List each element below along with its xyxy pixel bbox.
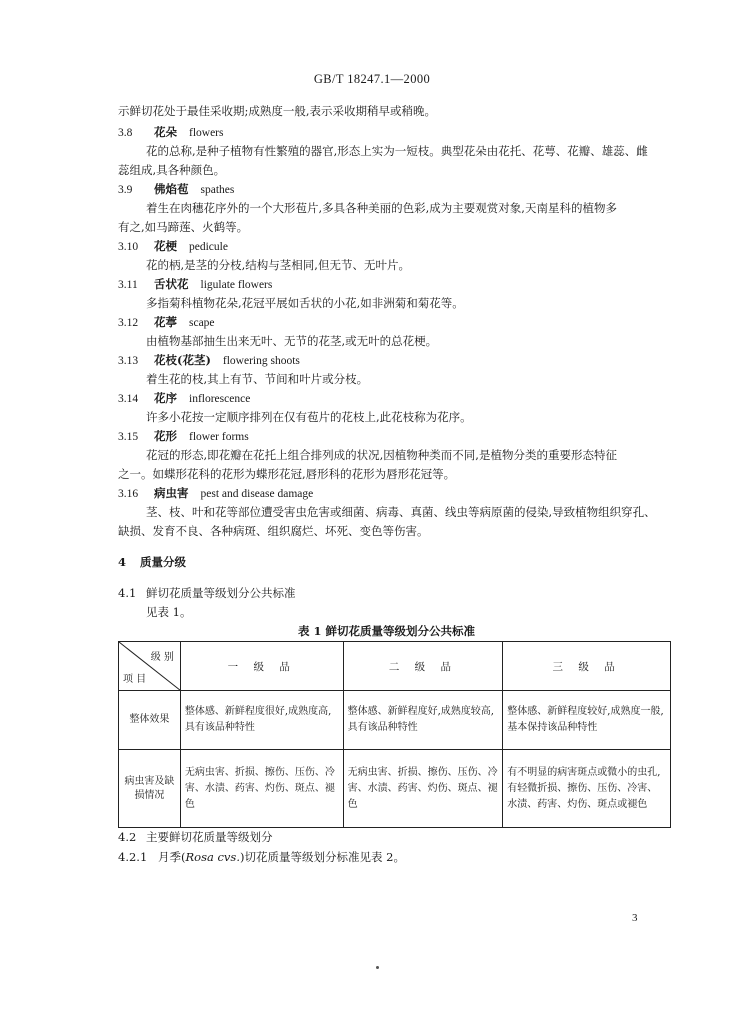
quality-grade-table [118, 641, 671, 828]
intro-line: 示鲜切花处于最佳采收期;成熟度一般,表示采收期稍早或稍晚。 [118, 104, 437, 118]
term-desc: 有之,如马蹄莲、火鹤等。 [118, 220, 249, 234]
term-heading: 3.11 舌状花 ligulate flowers [118, 277, 273, 291]
table-caption: 表 1 鲜切花质量等级划分公共标准 [298, 624, 476, 638]
table-cell: 无病虫害、折损、擦伤、压伤、冷害、水渍、药害、灼伤、斑点、褪色 [180, 750, 343, 828]
table-cell: 整体感、新鲜程度很好,成熟度高,具有该品种特性 [180, 691, 343, 750]
term-desc: 许多小花按一定顺序排列在仅有苞片的花枝上,此花枝称为花序。 [146, 410, 472, 424]
term-desc: 花的柄,是茎的分枝,结构与茎相同,但无节、无叶片。 [146, 258, 410, 272]
subsection-heading: 4.1 鲜切花质量等级划分公共标准 [118, 586, 296, 600]
term-heading: 3.13 花枝(花茎) flowering shoots [118, 353, 300, 367]
subsection-heading: 4.2.1 月季(Rosa cvs.)切花质量等级划分标准见表 2。 [118, 850, 405, 864]
grade-header: 二 级 品 [343, 642, 503, 691]
term-heading: 3.10 花梗 pedicule [118, 239, 228, 253]
term-desc: 着生花的枝,其上有节、节间和叶片或分枝。 [146, 372, 369, 386]
term-desc: 由植物基部抽生出来无叶、无节的花茎,或无叶的总花梗。 [146, 334, 438, 348]
table-cell: 有不明显的病害斑点或微小的虫孔,有轻微折损、擦伤、压伤、冷害、水渍、药害、灼伤、斑点或褪色 [503, 750, 671, 828]
term-desc: 多指菊科植物花朵,花冠平展如舌状的小花,如非洲菊和菊花等。 [146, 296, 464, 310]
row-label: 整体效果 [119, 691, 181, 750]
table-header-row [119, 642, 671, 691]
page-number: 3 [632, 912, 638, 924]
table-cell: 无病虫害、折损、擦伤、压伤、冷害、水渍、药害、灼伤、斑点、褪色 [343, 750, 503, 828]
table-row [119, 691, 671, 750]
term-heading: 3.14 花序 inflorescence [118, 391, 251, 405]
term-desc: 花冠的形态,即花瓣在花托上组合排列成的状况,因植物种类而不同,是植物分类的重要形态特征 [146, 448, 617, 462]
term-desc: 蕊组成,具各种颜色。 [118, 163, 226, 177]
grade-header: 三 级 品 [503, 642, 671, 691]
term-heading: 3.9 佛焰苞 spathes [118, 182, 235, 196]
term-heading: 3.15 花形 flower forms [118, 429, 249, 443]
grade-header: 一 级 品 [180, 642, 343, 691]
table-cell: 整体感、新鲜程度好,成熟度较高,具有该品种特性 [343, 691, 503, 750]
row-label: 病虫害及缺 损情况 [119, 750, 181, 828]
term-desc: 茎、枝、叶和花等部位遭受害虫危害或细菌、病毒、真菌、线虫等病原菌的侵染,导致植物组织穿孔、 [146, 505, 656, 519]
term-desc: 着生在肉穗花序外的一个大形苞片,多具各种美丽的色彩,成为主要观赏对象,天南星科的植物多 [146, 201, 617, 215]
table-cell: 整体感、新鲜程度较好,成熟度一般,基本保持该品种特性 [503, 691, 671, 750]
section-heading: 4 质量分级 [118, 555, 186, 569]
term-heading: 3.12 花葶 scape [118, 315, 215, 329]
table-reference: 见表 1。 [146, 605, 192, 619]
table-row [119, 750, 671, 828]
term-desc: 花的总称,是种子植物有性繁殖的器官,形态上实为一短枝。典型花朵由花托、花萼、花瓣、雄蕊、雌 [146, 144, 648, 158]
term-desc: 缺损、发育不良、各种病斑、组织腐烂、坏死、变色等伤害。 [118, 524, 429, 538]
standard-header: GB/T 18247.1—2000 [313, 72, 431, 86]
scan-speck [376, 966, 379, 969]
term-heading: 3.8 花朵 flowers [118, 125, 224, 139]
term-desc: 之一。如蝶形花科的花形为蝶形花冠,唇形科的花形为唇形花冠等。 [118, 467, 456, 481]
table-corner-cell: 级 别 项 目 [119, 642, 181, 691]
term-heading: 3.16 病虫害 pest and disease damage [118, 486, 314, 500]
subsection-heading: 4.2 主要鲜切花质量等级划分 [118, 830, 273, 844]
